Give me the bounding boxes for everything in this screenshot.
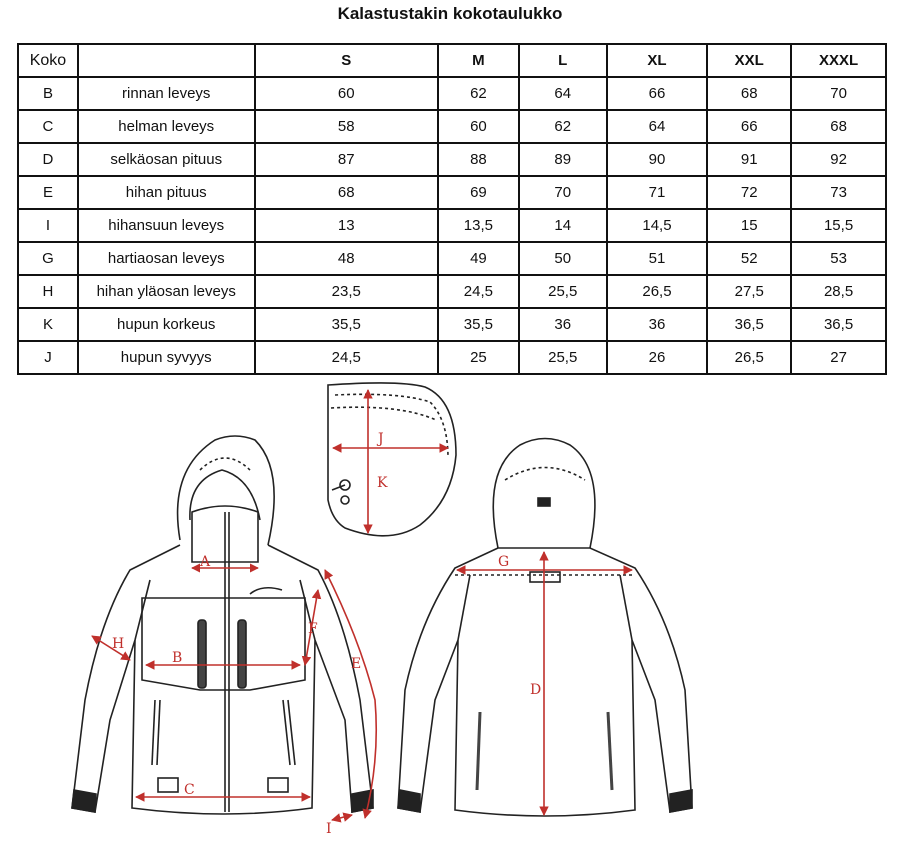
label-header [78,44,255,77]
label-a: A [200,554,211,570]
measure-value: 25,5 [519,341,607,374]
measure-label: hihansuun leveys [78,209,255,242]
measure-value: 27 [791,341,886,374]
size-table [17,43,887,375]
measure-value: 26,5 [607,275,708,308]
measure-value: 60 [438,110,519,143]
measure-code: J [18,341,78,374]
measure-value: 69 [438,176,519,209]
label-d: D [530,682,542,698]
measure-value: 71 [607,176,708,209]
measure-value: 27,5 [707,275,791,308]
measure-value: 68 [707,77,791,110]
measure-value: 70 [791,77,886,110]
measure-value: 48 [255,242,438,275]
hood-side-view [328,383,456,536]
size-header-xl: XL [607,44,708,77]
measure-label: helman leveys [78,110,255,143]
measure-value: 36,5 [707,308,791,341]
measure-value: 73 [791,176,886,209]
table-row [18,209,886,242]
measure-value: 14 [519,209,607,242]
size-header-l: L [519,44,607,77]
measure-value: 60 [255,77,438,110]
measure-value: 68 [791,110,886,143]
measure-code: G [18,242,78,275]
measure-value: 36 [519,308,607,341]
measure-value: 26,5 [707,341,791,374]
measure-value: 64 [519,77,607,110]
measure-label: hartiaosan leveys [78,242,255,275]
jacket-measurement-diagram [0,380,900,845]
label-i: I [326,821,332,837]
size-header-s: S [255,44,438,77]
label-b: B [172,650,183,666]
measure-value: 88 [438,143,519,176]
measure-value: 50 [519,242,607,275]
measure-value: 25,5 [519,275,607,308]
table-row [18,176,886,209]
size-header-xxl: XXL [707,44,791,77]
measure-value: 70 [519,176,607,209]
measure-value: 49 [438,242,519,275]
label-h: H [112,636,125,652]
measure-code: K [18,308,78,341]
measure-value: 92 [791,143,886,176]
measure-value: 58 [255,110,438,143]
measure-value: 62 [519,110,607,143]
measure-value: 89 [519,143,607,176]
measure-value: 52 [707,242,791,275]
label-c: C [184,782,195,798]
label-g: G [498,554,510,570]
size-header-xxxl: XXXL [791,44,886,77]
measure-value: 90 [607,143,708,176]
measure-label: selkäosan pituus [78,143,255,176]
measure-value: 53 [791,242,886,275]
measure-value: 14,5 [607,209,708,242]
measure-value: 15 [707,209,791,242]
measure-code: I [18,209,78,242]
measure-code: B [18,77,78,110]
label-e: E [351,656,362,672]
measure-code: D [18,143,78,176]
table-row [18,275,886,308]
jacket-back-view [398,439,692,817]
measure-value: 24,5 [438,275,519,308]
measure-value: 25 [438,341,519,374]
table-row [18,308,886,341]
measure-value: 62 [438,77,519,110]
measure-code: E [18,176,78,209]
measure-value: 35,5 [255,308,438,341]
table-row [18,341,886,374]
table-row [18,110,886,143]
size-table-body [18,77,886,374]
measure-value: 68 [255,176,438,209]
label-f: F [308,621,318,637]
measure-label: hupun korkeus [78,308,255,341]
table-row [18,143,886,176]
measure-value: 24,5 [255,341,438,374]
size-header-m: M [438,44,519,77]
table-row [18,77,886,110]
measure-label: hihan pituus [78,176,255,209]
measure-value: 66 [607,77,708,110]
measure-value: 51 [607,242,708,275]
table-row [18,242,886,275]
page-title: Kalastustakin kokotaulukko [337,4,563,23]
measure-code: C [18,110,78,143]
measure-value: 36 [607,308,708,341]
measure-value: 72 [707,176,791,209]
label-j: J [378,431,384,447]
size-header-row [18,44,886,77]
measure-value: 66 [707,110,791,143]
measure-label: hihan yläosan leveys [78,275,255,308]
measure-value: 36,5 [791,308,886,341]
corner-header: Koko [18,44,78,77]
label-k: K [377,475,388,491]
measure-value: 13 [255,209,438,242]
measure-value: 28,5 [791,275,886,308]
measure-code: H [18,275,78,308]
measure-value: 35,5 [438,308,519,341]
measure-value: 23,5 [255,275,438,308]
measure-value: 87 [255,143,438,176]
measure-label: rinnan leveys [78,77,255,110]
measure-value: 64 [607,110,708,143]
measure-label: hupun syvyys [78,341,255,374]
measure-value: 91 [707,143,791,176]
measure-value: 15,5 [791,209,886,242]
measure-value: 13,5 [438,209,519,242]
measure-value: 26 [607,341,708,374]
